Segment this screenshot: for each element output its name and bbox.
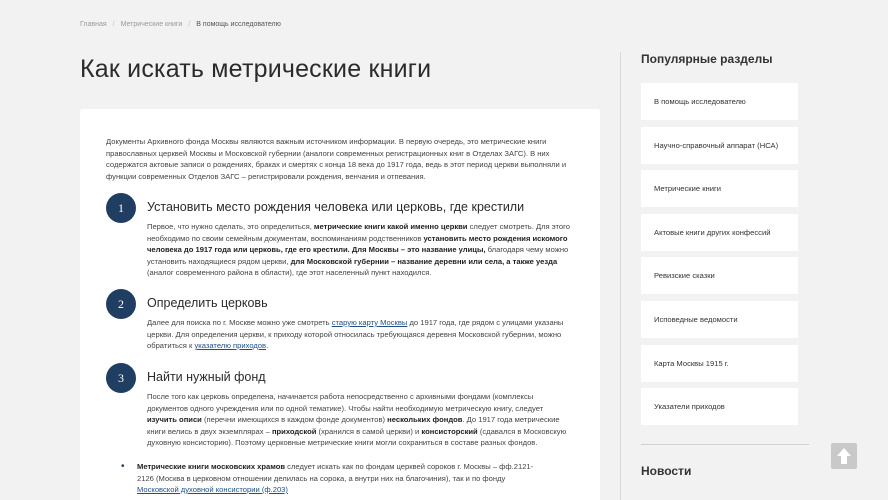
consistory-fund-link[interactable]: Московской духовной консистории (ф.203): [137, 485, 288, 494]
breadcrumb-metric-books[interactable]: Метрические книги: [120, 21, 183, 28]
sidebar-item-researcher-help[interactable]: В помощь исследователю: [641, 83, 798, 120]
step-title: Найти нужный фонд: [147, 370, 266, 384]
sidebar-item-nsa[interactable]: Научно-справочный аппарат (НСА): [641, 127, 798, 164]
step-number: 2: [106, 289, 136, 319]
scroll-up-button[interactable]: [831, 443, 857, 469]
article-intro: Документы Архивного фонда Москвы являются важным источником информации. В первую очередь, это метрические книги православных церквей Москвы и Московской губернии (аналоги современных регистрационных книг в Отделах ЗАГС). В них содержатся актовые записи о рождениях, браках и смертях с конца 18 века до 1917 года, ведь в этот период церкви выполняли и функции современных Отделов ЗАГС – регистрировали рождения, венчания и отпевания.: [106, 137, 567, 181]
breadcrumb-current: В помощь исследователю: [196, 21, 281, 28]
breadcrumb-home[interactable]: Главная: [80, 21, 107, 28]
breadcrumb: [80, 21, 281, 28]
step-body: Первое, что нужно сделать, это определиться, метрические книги какой именно церкви следует смотреть. Для этого необходимо по своим семейным документам, воспоминаниям родственников установить место рождения искомого человека до 1917 года или церковь, где его крестили. Для Москвы – это название улицы, благодаря чему можно установить находящиеся рядом церкви, для Московской губернии – название деревни или села, а также уезда (аналог современного района в области), где этот населенный пункт находился.: [147, 222, 570, 277]
article-card: [80, 109, 600, 500]
arrow-up-icon: [836, 447, 852, 465]
step-title: Установить место рождения человека или церковь, где крестили: [147, 200, 525, 214]
list-item: • Метрические книги московских храмов следует искать как по фондам церквей сороков г. Москвы – фф.2121-2126 (Москва в церковном отношении делилась на сорока, а внутри них на благочиния), так и по фонду Московской духовной консистории (ф.203): [121, 461, 546, 496]
page-title: Как искать метрические книги: [80, 55, 432, 83]
breadcrumb-separator: /: [112, 21, 115, 28]
sidebar-item-other-confessions[interactable]: Актовые книги других конфессий: [641, 214, 798, 251]
sidebar-item-metric-books[interactable]: Метрические книги: [641, 170, 798, 207]
step-title: Определить церковь: [147, 296, 268, 310]
sidebar-list: [641, 83, 798, 432]
old-moscow-map-link[interactable]: старую карту Москвы: [331, 318, 408, 327]
breadcrumb-separator: /: [188, 21, 191, 28]
sidebar-item-revision-tales[interactable]: Ревизские сказки: [641, 257, 798, 294]
parish-index-link[interactable]: указателю приходов: [194, 341, 267, 350]
step-number: 3: [106, 363, 136, 393]
sidebar-title: Популярные разделы: [641, 52, 773, 66]
step-number: 1: [106, 193, 136, 223]
sidebar-item-confession-records[interactable]: Исповедные ведомости: [641, 301, 798, 338]
sidebar-item-parish-indexes[interactable]: Указатели приходов: [641, 388, 798, 425]
step-body: Далее для поиска по г. Москве можно уже смотреть старую карту Москвы до 1917 года, где рядом с улицами указаны церкви. Для определения церкви, к приходу которой относилась требующаяся деревня Московской губернии, можно обратиться к указателю приходов.: [147, 318, 564, 350]
step-body: После того как церковь определена, начинается работа непосредственно с архивными фондами (комплексы документов одного учреждения или по одной тематике). Чтобы найти необходимую метрическую книгу, следует изучить описи (перечни имеющихся в каждом фонде документов) нескольких фондов. До 1917 года метрические книги велись в двух экземплярах – приходской (хранился в самой церкви) и консисторский (сдавался в Московскую духовную консисторию). Поэтому церковные метрические книги могли сохраниться в составе разных фондов.: [147, 392, 567, 447]
news-title: Новости: [641, 464, 692, 478]
sidebar-divider: [620, 52, 621, 500]
sidebar-item-moscow-map[interactable]: Карта Москвы 1915 г.: [641, 345, 798, 382]
news-divider: [641, 444, 809, 445]
